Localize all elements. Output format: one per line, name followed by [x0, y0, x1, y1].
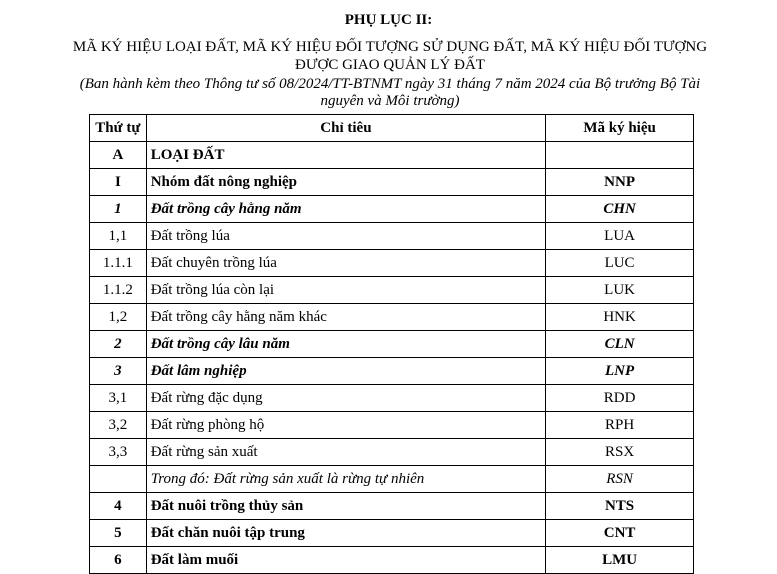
document-title: MÃ KÝ HIỆU LOẠI ĐẤT, MÃ KÝ HIỆU ĐỐI TƯỢNG SỬ DỤNG ĐẤT, MÃ KÝ HIỆU ĐỐI TƯỢNG ĐƯỢC GIAO QUẢN LÝ ĐẤT: [72, 39, 708, 73]
table-row: [90, 277, 694, 304]
row-order-cell: 3,1: [90, 385, 147, 412]
row-code-cell: LUC: [546, 250, 694, 277]
column-header-code: Mã ký hiệu: [546, 115, 694, 142]
row-indicator-cell: Đất làm muối: [146, 547, 545, 574]
row-indicator-cell: Đất trồng lúa còn lại: [146, 277, 545, 304]
appendix-heading: PHỤ LỤC II:: [344, 12, 433, 28]
row-indicator-cell: Đất lâm nghiệp: [146, 358, 545, 385]
row-order-cell: 5: [90, 520, 147, 547]
row-code-cell: LUA: [546, 223, 694, 250]
table-row: [90, 142, 694, 169]
row-code-cell: LMU: [546, 547, 694, 574]
column-header-order: Thứ tự: [90, 115, 147, 142]
row-indicator-cell: Đất trồng cây hằng năm khác: [146, 304, 545, 331]
table-body: [90, 142, 694, 574]
row-indicator-cell: Đất rừng đặc dụng: [146, 385, 545, 412]
row-order-cell: 4: [90, 493, 147, 520]
row-indicator-cell: Đất rừng sản xuất: [146, 439, 545, 466]
row-code-cell: LNP: [546, 358, 694, 385]
row-order-cell: [90, 466, 147, 493]
land-code-table: [89, 114, 694, 574]
row-code-cell: CNT: [546, 520, 694, 547]
row-order-cell: 3,2: [90, 412, 147, 439]
row-order-cell: 6: [90, 547, 147, 574]
table-row: [90, 385, 694, 412]
row-indicator-cell: Đất chuyên trồng lúa: [146, 250, 545, 277]
table-row: [90, 304, 694, 331]
table-row: [90, 466, 694, 493]
row-order-cell: 1,1: [90, 223, 147, 250]
row-order-cell: 3,3: [90, 439, 147, 466]
table-row: [90, 493, 694, 520]
table-row: [90, 169, 694, 196]
row-indicator-cell: Nhóm đất nông nghiệp: [146, 169, 545, 196]
row-code-cell: RSN: [546, 466, 694, 493]
row-code-cell: RSX: [546, 439, 694, 466]
document-subtitle: (Ban hành kèm theo Thông tư số 08/2024/TT-BTNMT ngày 31 tháng 7 năm 2024 của Bộ trưởng Bộ Tài nguyên và Môi trường): [79, 76, 701, 109]
row-order-cell: 1: [90, 196, 147, 223]
row-code-cell: [546, 142, 694, 169]
row-indicator-cell: Đất nuôi trồng thủy sản: [146, 493, 545, 520]
row-code-cell: HNK: [546, 304, 694, 331]
table-row: [90, 547, 694, 574]
row-code-cell: RDD: [546, 385, 694, 412]
row-indicator-cell: Trong đó: Đất rừng sản xuất là rừng tự nhiên: [146, 466, 545, 493]
row-code-cell: NTS: [546, 493, 694, 520]
table-row: [90, 520, 694, 547]
row-order-cell: 1.1.1: [90, 250, 147, 277]
table-row: [90, 358, 694, 385]
table-row: [90, 439, 694, 466]
table-row: [90, 412, 694, 439]
table-header-row: [90, 115, 694, 142]
row-code-cell: CLN: [546, 331, 694, 358]
row-indicator-cell: Đất chăn nuôi tập trung: [146, 520, 545, 547]
row-order-cell: 1.1.2: [90, 277, 147, 304]
table-row: [90, 331, 694, 358]
table-row: [90, 196, 694, 223]
row-indicator-cell: Đất rừng phòng hộ: [146, 412, 545, 439]
table-row: [90, 250, 694, 277]
row-indicator-cell: Đất trồng cây lâu năm: [146, 331, 545, 358]
row-order-cell: A: [90, 142, 147, 169]
row-order-cell: 1,2: [90, 304, 147, 331]
row-indicator-cell: Đất trồng cây hằng năm: [146, 196, 545, 223]
row-indicator-cell: Đất trồng lúa: [146, 223, 545, 250]
row-code-cell: LUK: [546, 277, 694, 304]
table-row: [90, 223, 694, 250]
row-order-cell: 3: [90, 358, 147, 385]
row-code-cell: RPH: [546, 412, 694, 439]
row-indicator-cell: LOẠI ĐẤT: [146, 142, 545, 169]
column-header-indicator: Chỉ tiêu: [146, 115, 545, 142]
row-order-cell: 2: [90, 331, 147, 358]
row-order-cell: I: [90, 169, 147, 196]
row-code-cell: NNP: [546, 169, 694, 196]
row-code-cell: CHN: [546, 196, 694, 223]
